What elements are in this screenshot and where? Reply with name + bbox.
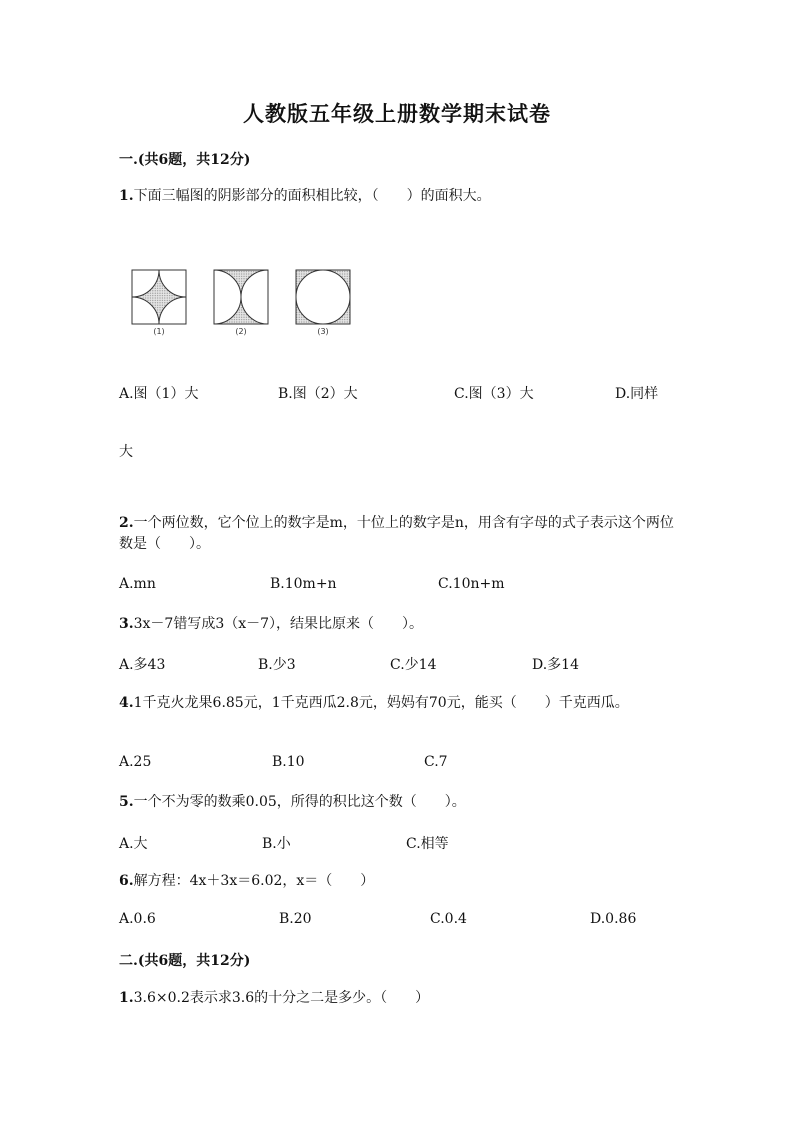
question-6 xyxy=(119,871,374,892)
option-b: B.少3 xyxy=(258,657,296,673)
option-a: A.0.6 xyxy=(119,911,156,927)
option-a: A.多43 xyxy=(119,657,166,673)
question-text: 3.6×0.2表示求3.6的十分之二是多少。（ ） xyxy=(133,990,430,1006)
page-title: 人教版五年级上册数学期末试卷 xyxy=(243,101,551,126)
shaded-area-figures xyxy=(130,268,360,340)
option-c: C.图（3）大 xyxy=(454,386,534,402)
question-number: 2. xyxy=(119,515,134,531)
question-number: 5. xyxy=(119,794,134,810)
option-d: D.多14 xyxy=(532,657,579,673)
option-b: B.小 xyxy=(262,836,291,852)
question-number: 1. xyxy=(119,990,134,1006)
option-c: C.0.4 xyxy=(430,911,467,927)
figure-caption-2: (2) xyxy=(235,327,247,336)
figure-1 xyxy=(132,270,186,324)
option-d-continued: 大 xyxy=(119,444,133,460)
question-1 xyxy=(119,186,491,207)
figure-caption-3: (3) xyxy=(317,327,329,336)
option-a: A.图（1）大 xyxy=(119,386,199,402)
option-c: C.10n+m xyxy=(438,576,505,592)
option-c: C.7 xyxy=(424,754,448,770)
option-a: A.25 xyxy=(119,754,152,770)
section-heading-1: 一.(共6题，共12分) xyxy=(119,152,251,168)
option-d: D.同样 xyxy=(615,386,659,402)
question-number: 6. xyxy=(119,873,134,889)
figure-3 xyxy=(296,270,350,324)
question-2 xyxy=(119,513,679,555)
option-c: C.相等 xyxy=(406,836,449,852)
question-4 xyxy=(119,693,679,714)
figure-2 xyxy=(214,270,268,324)
question-5 xyxy=(119,792,466,813)
option-b: B.20 xyxy=(279,911,312,927)
question-text: 解方程：4x＋3x＝6.02，x＝（ ） xyxy=(133,873,375,889)
question-number: 1. xyxy=(119,188,134,204)
option-b: B.10 xyxy=(272,754,305,770)
question-text: 3x－7错写成3（x－7），结果比原来（ ）。 xyxy=(133,616,424,632)
question-3 xyxy=(119,614,423,635)
option-d: D.0.86 xyxy=(590,911,637,927)
option-b: B.图（2）大 xyxy=(278,386,358,402)
question-text: 一个不为零的数乘0.05，所得的积比这个数（ ）。 xyxy=(133,794,466,810)
figure-caption-1: (1) xyxy=(153,327,165,336)
option-c: C.少14 xyxy=(390,657,437,673)
question-text: 下面三幅图的阴影部分的面积相比较，（ ）的面积大。 xyxy=(133,188,491,204)
question-number: 4. xyxy=(119,695,134,711)
question-number: 3. xyxy=(119,616,134,632)
option-a: A.大 xyxy=(119,836,148,852)
question-text: 一个两位数，它个位上的数字是m，十位上的数字是n，用含有字母的式子表示这个两位数是（ ）。 xyxy=(119,515,674,552)
section-heading-2: 二.(共6题，共12分) xyxy=(119,953,251,969)
option-b: B.10m+n xyxy=(270,576,337,592)
question-text: 1千克火龙果6.85元，1千克西瓜2.8元，妈妈有70元，能买（ ）千克西瓜。 xyxy=(133,695,629,711)
question-7 xyxy=(119,988,429,1009)
option-a: A.mn xyxy=(119,576,156,592)
